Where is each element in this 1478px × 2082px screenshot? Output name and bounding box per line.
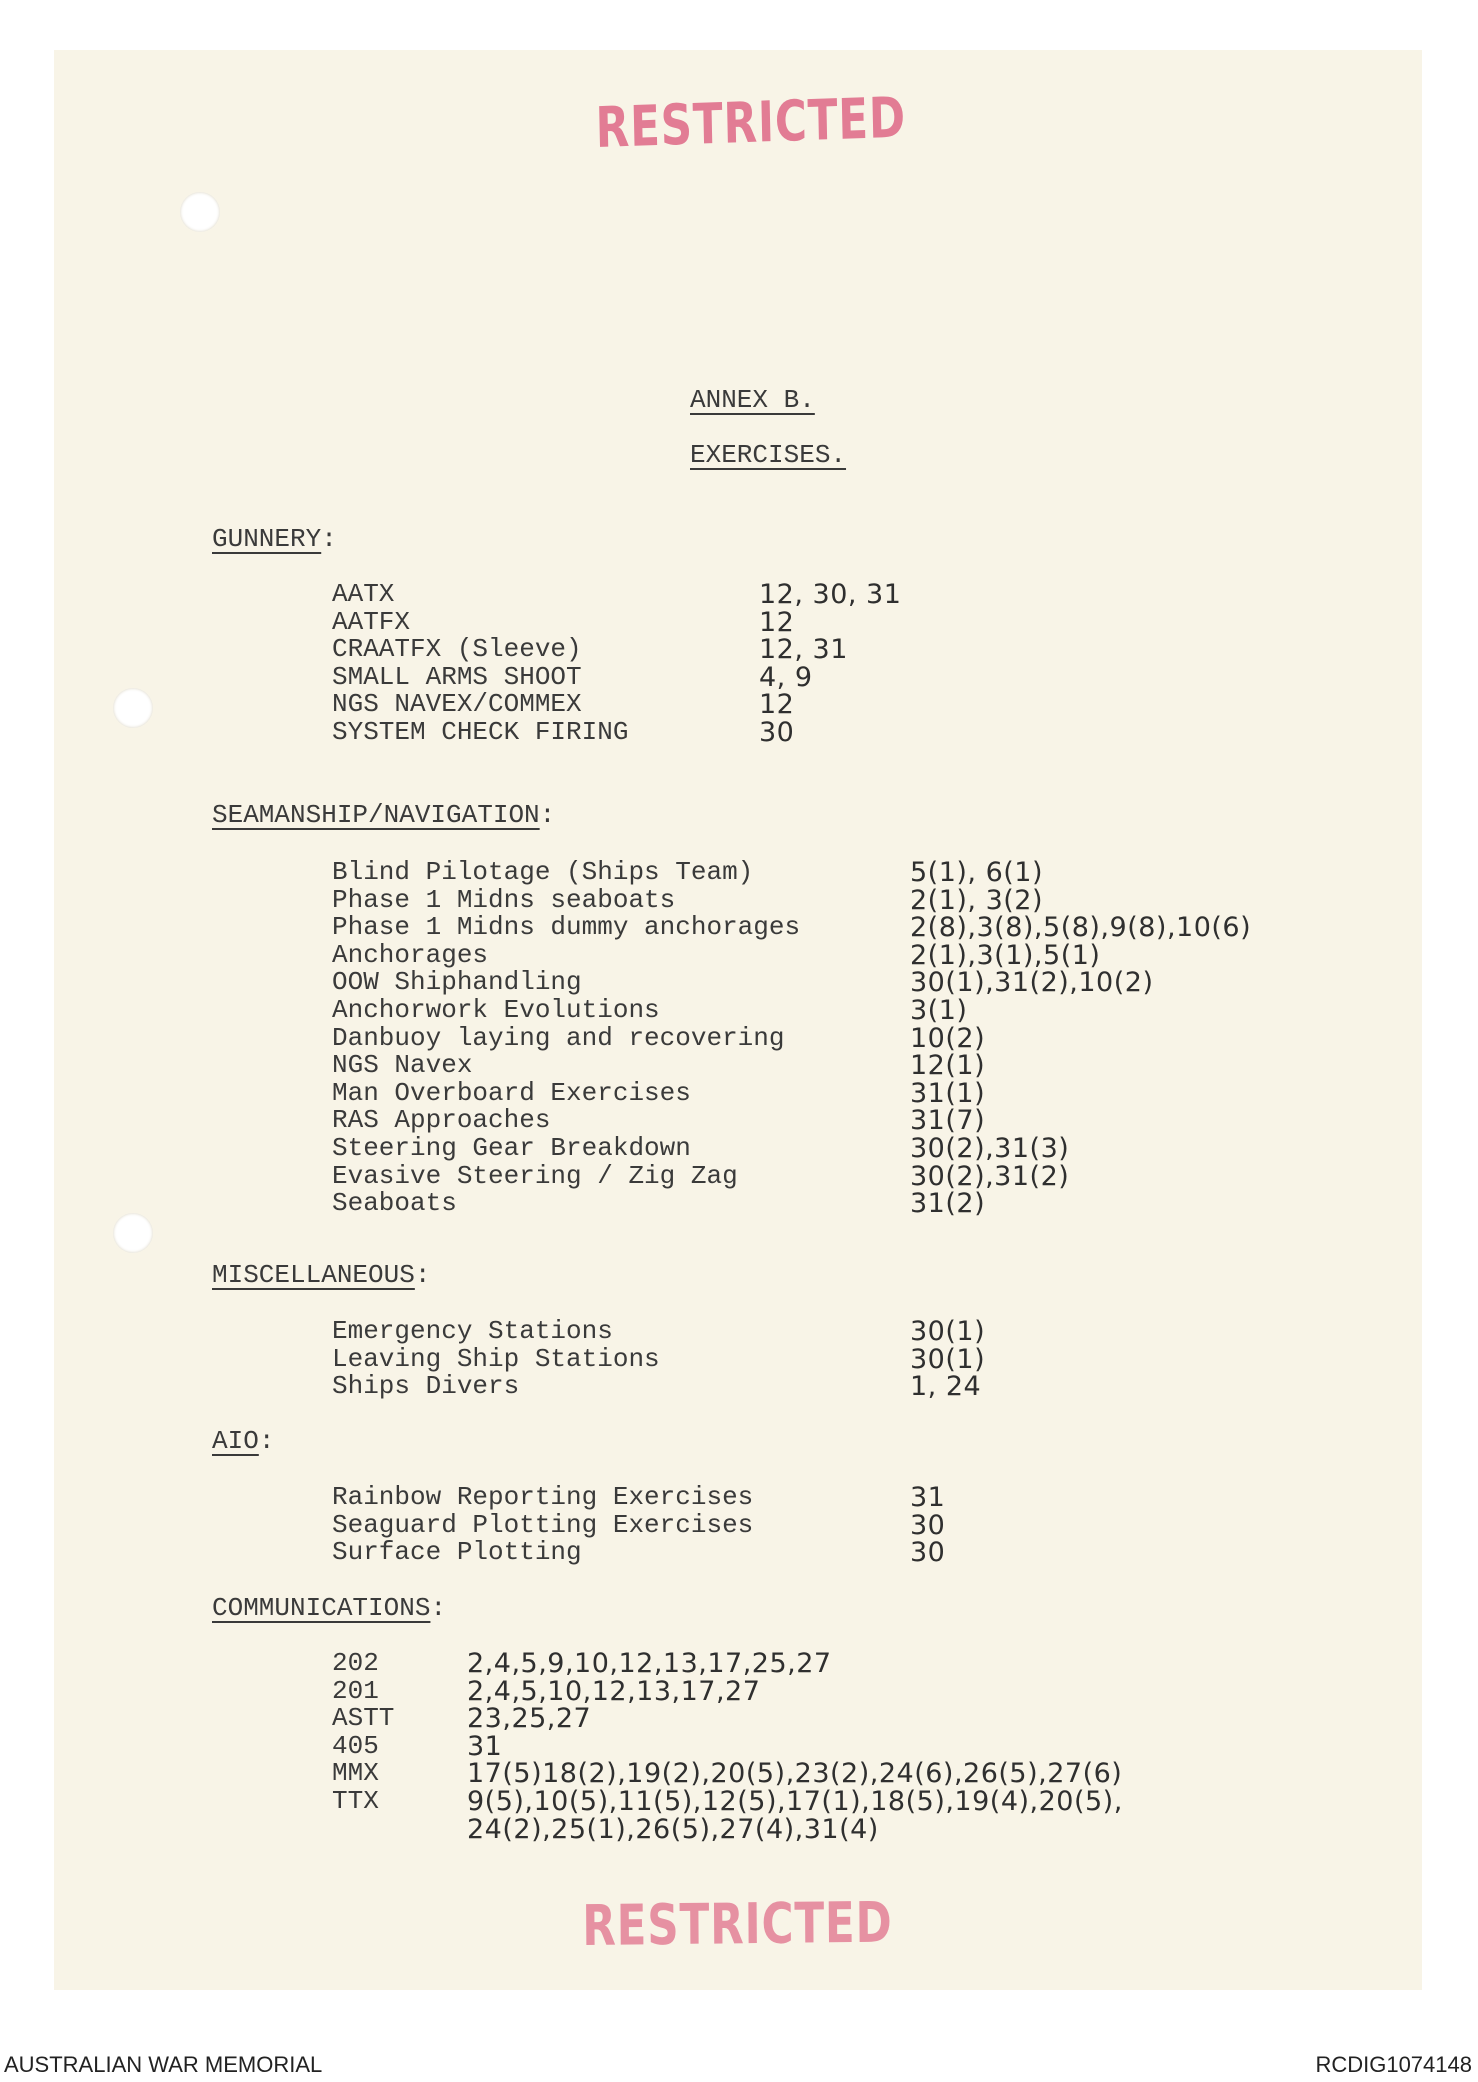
list-item	[332, 939, 1251, 971]
list-item	[332, 1650, 1123, 1678]
list-item	[332, 914, 1251, 942]
communications-heading-text: COMMUNICATIONS	[212, 1593, 431, 1623]
aio-list	[332, 1484, 945, 1567]
exercise-label: Emergency Stations	[332, 1316, 613, 1346]
list-item	[332, 884, 1251, 916]
list-item	[332, 581, 901, 609]
exercises-subtitle: EXERCISES.	[690, 440, 847, 470]
exercise-days: 31	[467, 1730, 503, 1762]
exercise-days: 2(1),3(1),5(1)	[910, 939, 1101, 971]
list-item	[332, 1785, 1123, 1817]
exercise-label: OOW Shiphandling	[332, 967, 582, 998]
exercise-days: 30(2),31(2)	[910, 1160, 1070, 1192]
list-item	[332, 1484, 945, 1512]
seamanship-list	[332, 859, 1251, 1218]
list-item	[332, 1675, 1123, 1707]
exercise-label: Anchorages	[332, 939, 489, 970]
list-item	[332, 661, 901, 693]
exercise-label: Seaboats	[332, 1188, 457, 1219]
exercise-days: 23,25,27	[467, 1703, 592, 1735]
communications-list	[332, 1650, 1123, 1843]
exercise-days: 30(1)	[910, 1343, 986, 1375]
list-item	[332, 1160, 1251, 1192]
list-item	[332, 1539, 945, 1567]
exercise-label: 202	[332, 1648, 379, 1678]
exercise-label: Anchorwork Evolutions	[332, 994, 660, 1025]
exercise-days: 12	[759, 689, 795, 721]
annex-title: ANNEX B.	[690, 385, 815, 415]
exercise-days: 2,4,5,9,10,12,13,17,25,27	[467, 1648, 832, 1679]
exercise-label: CRAATFX (Sleeve)	[332, 634, 582, 665]
exercise-label: ASTT	[332, 1703, 395, 1734]
exercise-days: 9(5),10(5),11(5),12(5),17(1),18(5),19(4),20(5),	[467, 1785, 1123, 1817]
exercise-label: Man Overboard Exercises	[332, 1077, 691, 1108]
exercise-label: 405	[332, 1730, 379, 1761]
list-item	[332, 636, 901, 664]
exercise-days: 31(1)	[910, 1077, 986, 1109]
exercise-days: 2(1), 3(2)	[910, 884, 1044, 916]
exercise-days: 31(7)	[910, 1105, 986, 1137]
exercise-days: 30(1)	[910, 1316, 986, 1347]
restricted-stamp-bottom: RESTRICTED	[582, 1890, 893, 1959]
list-item	[332, 1132, 1251, 1164]
exercise-label: AATX	[332, 579, 395, 609]
list-item	[332, 606, 901, 638]
exercise-days: 12, 31	[759, 634, 848, 666]
list-item	[332, 969, 1251, 997]
aio-heading-text: AIO	[212, 1426, 259, 1456]
exercise-label: MMX	[332, 1758, 379, 1789]
list-item	[332, 1705, 1123, 1733]
list-item	[332, 716, 901, 748]
list-item	[332, 1052, 1251, 1080]
exercise-label: TTX	[332, 1785, 379, 1816]
restricted-stamp-top: RESTRICTED	[595, 85, 907, 161]
list-item	[332, 994, 1251, 1026]
exercise-label: RAS Approaches	[332, 1105, 551, 1136]
exercise-label: Phase 1 Midns seaboats	[332, 884, 676, 915]
exercise-label: Steering Gear Breakdown	[332, 1132, 691, 1163]
exercise-days: 2,4,5,10,12,13,17,27	[467, 1675, 761, 1707]
exercise-days: 30(1),31(2),10(2)	[910, 967, 1154, 999]
archive-reference: RCDIG1074148	[1315, 2052, 1472, 2077]
exercise-days: 5(1), 6(1)	[910, 857, 1044, 888]
gunnery-heading-text: GUNNERY	[212, 524, 322, 554]
exercise-days: 1, 24	[910, 1371, 982, 1403]
exercise-label: Rainbow Reporting Exercises	[332, 1482, 754, 1512]
exercise-days: 12, 30, 31	[759, 579, 902, 610]
aio-heading: AIO:	[212, 1426, 275, 1456]
list-item	[332, 1343, 986, 1375]
exercise-days: 3(1)	[910, 994, 968, 1026]
exercise-days: 2(8),3(8),5(8),9(8),10(6)	[910, 912, 1252, 944]
exercise-days: 12(1)	[910, 1050, 986, 1082]
list-item	[332, 1190, 1251, 1218]
exercise-label: Surface Plotting	[332, 1537, 582, 1568]
exercise-days: 24(2),25(1),26(5),27(4),31(4)	[467, 1813, 879, 1845]
list-item	[332, 1373, 985, 1401]
list-item	[332, 1022, 1251, 1054]
list-item	[332, 1813, 1123, 1845]
list-item	[332, 1760, 1123, 1788]
exercise-days: 31(2)	[910, 1188, 986, 1220]
exercise-label: AATFX	[332, 606, 411, 637]
punch-hole-bottom	[113, 1213, 153, 1253]
gunnery-list	[332, 581, 901, 747]
exercise-label: Ships Divers	[332, 1371, 520, 1402]
list-item	[332, 1730, 1123, 1762]
archive-credit: AUSTRALIAN WAR MEMORIAL	[4, 2052, 323, 2077]
exercise-label	[332, 1816, 467, 1844]
miscellaneous-list	[332, 1318, 985, 1401]
exercise-label: Seaguard Plotting Exercises	[332, 1509, 754, 1540]
exercise-days: 30	[910, 1537, 946, 1569]
exercise-days: 10(2)	[910, 1022, 986, 1054]
list-item	[332, 859, 1251, 887]
miscellaneous-heading-text: MISCELLANEOUS	[212, 1260, 415, 1290]
exercise-label: 201	[332, 1675, 379, 1706]
list-item	[332, 1107, 1251, 1135]
exercise-label: Phase 1 Midns dummy anchorages	[332, 912, 801, 943]
exercise-label: NGS Navex	[332, 1050, 473, 1081]
exercise-label: Evasive Steering / Zig Zag	[332, 1160, 738, 1191]
exercise-label: SYSTEM CHECK FIRING	[332, 716, 629, 747]
exercise-label: Blind Pilotage (Ships Team)	[332, 857, 754, 887]
punch-hole-middle	[113, 688, 153, 728]
exercise-label: NGS NAVEX/COMMEX	[332, 689, 582, 720]
punch-hole-top	[180, 192, 220, 232]
list-item	[332, 1077, 1251, 1109]
seamanship-heading-text: SEAMANSHIP/NAVIGATION	[212, 800, 540, 830]
exercise-days: 4, 9	[759, 661, 813, 693]
exercise-days: 31	[910, 1482, 946, 1513]
exercise-days: 12	[759, 606, 795, 638]
miscellaneous-heading: MISCELLANEOUS:	[212, 1260, 431, 1290]
exercise-days: 30	[759, 716, 795, 748]
list-item	[332, 691, 901, 719]
list-item	[332, 1509, 946, 1541]
exercise-days: 30	[910, 1509, 946, 1541]
communications-heading: COMMUNICATIONS:	[212, 1593, 447, 1623]
exercise-label: Leaving Ship Stations	[332, 1343, 660, 1374]
exercise-label: SMALL ARMS SHOOT	[332, 661, 582, 692]
exercise-label: Danbuoy laying and recovering	[332, 1022, 785, 1053]
list-item	[332, 1318, 985, 1346]
gunnery-heading: GUNNERY:	[212, 524, 337, 554]
exercise-days: 17(5)18(2),19(2),20(5),23(2),24(6),26(5),27(6)	[467, 1758, 1123, 1790]
seamanship-heading: SEAMANSHIP/NAVIGATION:	[212, 800, 556, 830]
exercise-days: 30(2),31(3)	[910, 1132, 1070, 1164]
